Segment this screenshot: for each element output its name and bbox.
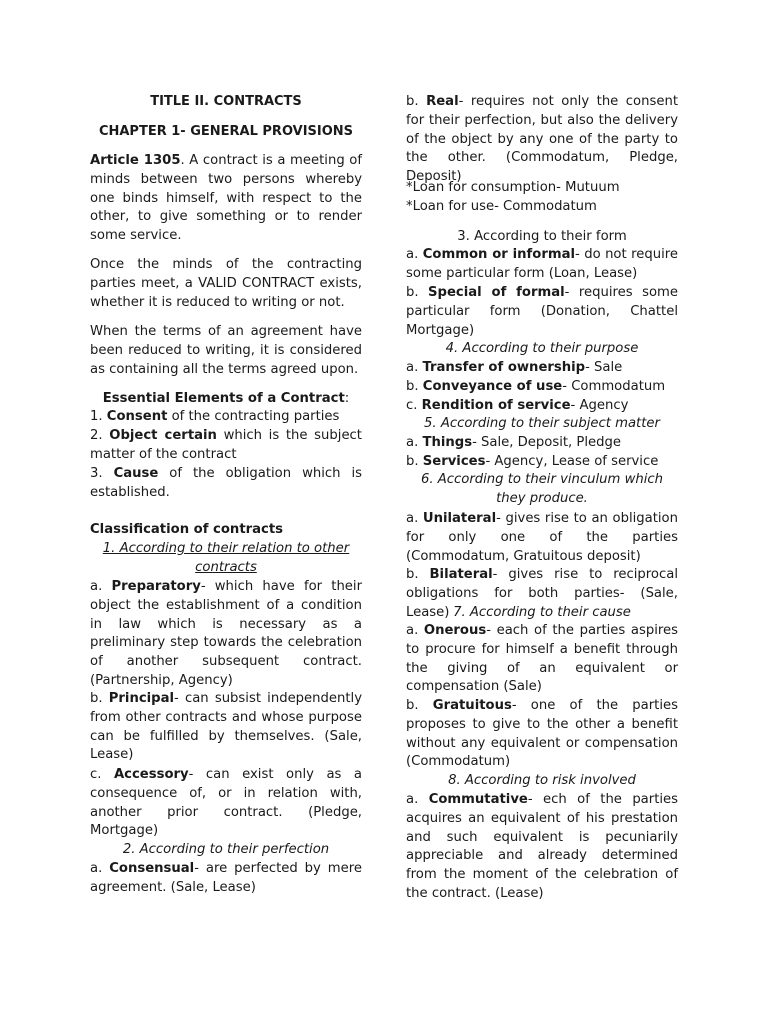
chapter-heading: CHAPTER 1- GENERAL PROVISIONS (98, 124, 354, 139)
item-term: Bilateral (429, 567, 493, 582)
section-1-heading: 1. According to their relation to other contracts (102, 541, 350, 575)
section-3-heading: 3. According to their form (457, 229, 627, 244)
valid-contract-paragraph: Once the minds of the contracting parties meet, a VALID CONTRACT exists, whether it is reduced to writing or not. (90, 257, 362, 310)
section-7-heading: 7. According to their cause (453, 605, 631, 620)
principal-item: b. Principal- can subsist independently from other contracts and whose purpose can be fulfilled by themselves. (Sale, Lease) (90, 691, 363, 763)
item-term: Things (422, 435, 473, 450)
item-term: Consensual (109, 861, 195, 876)
element-term: Consent (106, 409, 168, 424)
item-term: Special of formal (428, 285, 565, 300)
essential-element-2: 2. Object certain which is the subject matter of the contract (90, 428, 362, 462)
section-6-heading: 6. According to their vinculum which they produce. (420, 472, 663, 506)
written-terms-paragraph: When the terms of an agreement have been reduced to writing, it is considered as containing all the terms agreed upon. (90, 324, 362, 377)
transfer-ownership-item: a. Transfer of ownership- Sale (406, 360, 623, 375)
commutative-item: a. Commutative- ech of the parties acquires an equivalent of his prestation and such equivalent is pecuniarily appreciable and already determined from the moment of the celebration of the contract. (Lease) (406, 792, 679, 901)
item-term: Rendition of service (421, 398, 571, 413)
item-term: Onerous (423, 623, 487, 638)
article-1305-paragraph (90, 152, 362, 246)
note-commodatum: *Loan for use- Commodatum (406, 199, 597, 214)
essential-element-1: 1. Consent of the contracting parties (90, 409, 340, 424)
gratuitous-item: b. Gratuitous- one of the parties proposes to give to the other a benefit without any equivalent or compensation (Commodatum) (406, 698, 678, 770)
special-formal-item: b. Special of formal- requires some particular form (Donation, Chattel Mortgage) (406, 285, 678, 338)
item-term: Transfer of ownership (422, 360, 586, 375)
item-term: Services (422, 454, 486, 469)
item-term: Commutative (428, 792, 528, 807)
bilateral-item: b. Bilateral- gives rise to reciprocal obligations for both parties- (Sale, Lease) (406, 567, 678, 620)
item-term: Preparatory (111, 579, 201, 594)
article-label: Article 1305 (90, 153, 181, 168)
note-mutuum: *Loan for consumption- Mutuum (406, 180, 620, 195)
item-term: Accessory (113, 767, 189, 782)
article-text: . A contract is a meeting of minds between two persons whereby one binds himself, with respect to the other, to give something or to render some service. (90, 153, 362, 244)
item-term: Unilateral (422, 511, 497, 526)
item-term: Common or informal (422, 247, 575, 262)
item-term: Real (426, 94, 459, 109)
common-informal-item: a. Common or informal- do not require some particular form (Loan, Lease) (406, 247, 678, 281)
classification-heading: Classification of contracts (90, 522, 284, 537)
element-term: Cause (113, 466, 159, 481)
real-item: b. Real- requires not only the consent for their perfection, but also the delivery of the object by any one of the party to the other. (Commodatum, Pledge, Deposit) (406, 94, 678, 185)
unilateral-item: a. Unilateral- gives rise to an obligation for only one of the parties (Commodatum, Gratuitous deposit) (406, 511, 678, 564)
section-8-heading: 8. According to risk involved (448, 773, 636, 788)
onerous-item: a. Onerous- each of the parties aspires to procure for himself a benefit through the giving of an equivalent or compensation (Sale) (406, 623, 679, 695)
conveyance-use-item: b. Conveyance of use- Commodatum (406, 379, 666, 394)
preparatory-item: a. Preparatory- which have for their object the establishment of a condition in law which is necessary as a preliminary step towards the celebration of another subsequent contract. (Partnership, Agency) (90, 579, 362, 688)
accessory-item: c. Accessory- can exist only as a consequence of, or in relation with, another prior contract. (Pledge, Mortgage) (90, 767, 362, 839)
rendition-service-item: c. Rendition of service- Agency (406, 398, 629, 413)
services-item: b. Services- Agency, Lease of service (406, 454, 659, 469)
section-5-heading: 5. According to their subject matter (424, 416, 660, 431)
things-item: a. Things- Sale, Deposit, Pledge (406, 435, 622, 450)
item-term: Principal (108, 691, 175, 706)
item-term: Conveyance of use (422, 379, 563, 394)
section-2-heading: 2. According to their perfection (122, 842, 330, 857)
element-term: Object certain (109, 428, 217, 443)
title-heading: TITLE II. CONTRACTS (150, 94, 302, 109)
section-4-heading: 4. According to their purpose (445, 341, 639, 356)
essential-elements-heading: Essential Elements of a Contract: (102, 391, 350, 406)
item-term: Gratuitous (432, 698, 512, 713)
consensual-item: a. Consensual- are perfected by mere agreement. (Sale, Lease) (90, 861, 362, 895)
essential-element-3: 3. Cause of the obligation which is established. (90, 466, 362, 500)
